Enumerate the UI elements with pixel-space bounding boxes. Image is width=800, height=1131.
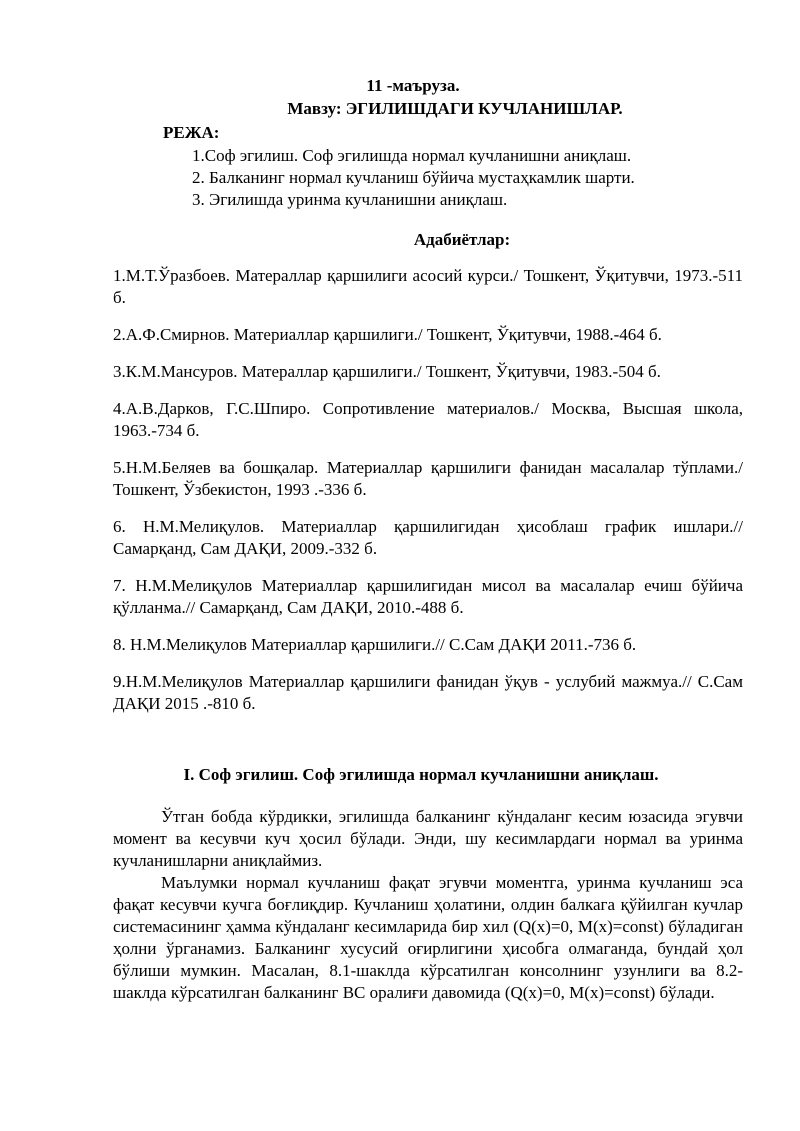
plan-heading: РЕЖА: — [163, 123, 220, 142]
lecture-topic: Мавзу: ЭГИЛИШДАГИ КУЧЛАНИШЛАР. — [287, 99, 623, 118]
literature-item: 4.А.В.Дарков, Г.С.Шпиро. Сопротивление материалов./ Москва, Высшая школа, 1963.-734 б. — [113, 399, 743, 440]
plan-item: 1.Соф эгилиш. Соф эгилишда нормал кучланишни аниқлаш. — [192, 146, 632, 165]
literature-item: 7. Н.М.Мелиқулов Материаллар қаршилигидан мисол ва масалалар ечиш бўйича қўлланма.// Самарқанд, Сам ДАҚИ, 2010.-488 б. — [113, 576, 743, 617]
literature-item: 2.А.Ф.Смирнов. Материаллар қаршилиги./ Тошкент, Ўқитувчи, 1988.-464 б. — [113, 325, 662, 344]
literature-list — [113, 265, 743, 730]
literature-item: 5.Н.М.Беляев ва бошқалар. Материаллар қаршилиги фанидан масалалар тўплами./ Тошкент, Ўзбекистон, 1993 .-336 б. — [113, 458, 743, 499]
paragraph: Ўтган бобда кўрдикки, эгилишда балканинг кўндаланг кесим юзасида эгувчи момент ва кесувчи куч ҳосил бўлади. Энди, шу кесимлардаги нормал ва уринма кучланишларни аниқлаймиз. — [113, 807, 743, 870]
section-body — [113, 806, 743, 1004]
lecture-number: 11 -маъруза. — [366, 76, 460, 95]
literature-item: 9.Н.М.Мелиқулов Материаллар қаршилиги фанидан ўқув - услубий мажмуа.// С.Сам ДАҚИ 2015 .-810 б. — [113, 672, 743, 713]
literature-item: 8. Н.М.Мелиқулов Материаллар қаршилиги.// С.Сам ДАҚИ 2011.-736 б. — [113, 635, 637, 654]
literature-item: 3.К.М.Мансуров. Матераллар қаршилиги./ Тошкент, Ўқитувчи, 1983.-504 б. — [113, 362, 661, 381]
paragraph: Маълумки нормал кучланиш фақат эгувчи моментга, уринма кучланиш эса фақат кесувчи кучга боғлиқдир. Кучланиш ҳолатини, олдин балкага қўйилган кучлар системасининг ҳамма кўндаланг кесимларида бир хил (Q(x)=0, M(x)=const) бўладиган ҳолни ўрганамиз. Балканинг хусусий оғирлигини ҳисобга олмаганда, бундай ҳол бўлиши мумкин. Масалан, 8.1-шаклда кўрсатилган консолнинг узунлиги ва 8.2-шаклда кўрсатилган балканинг BC оралиғи давомида (Q(x)=0, M(x)=const) бўлади. — [113, 873, 743, 1002]
literature-heading: Адабиётлар: — [413, 230, 511, 249]
section-heading: I. Соф эгилиш. Соф эгилишда нормал кучланишни аниқлаш. — [183, 765, 659, 784]
plan-item: 3. Эгилишда уринма кучланишни аниқлаш. — [192, 190, 508, 209]
literature-item: 1.М.Т.Ўразбоев. Матераллар қаршилиги асосий курси./ Тошкент, Ўқитувчи, 1973.-511 б. — [113, 266, 743, 307]
plan-list — [192, 145, 635, 211]
literature-item: 6. Н.М.Мелиқулов. Материаллар қаршилигидан ҳисоблаш график ишлари.// Самарқанд, Сам ДАҚИ, 2009.-332 б. — [113, 517, 743, 558]
plan-item: 2. Балканинг нормал кучланиш бўйича мустаҳкамлик шарти. — [192, 168, 635, 187]
